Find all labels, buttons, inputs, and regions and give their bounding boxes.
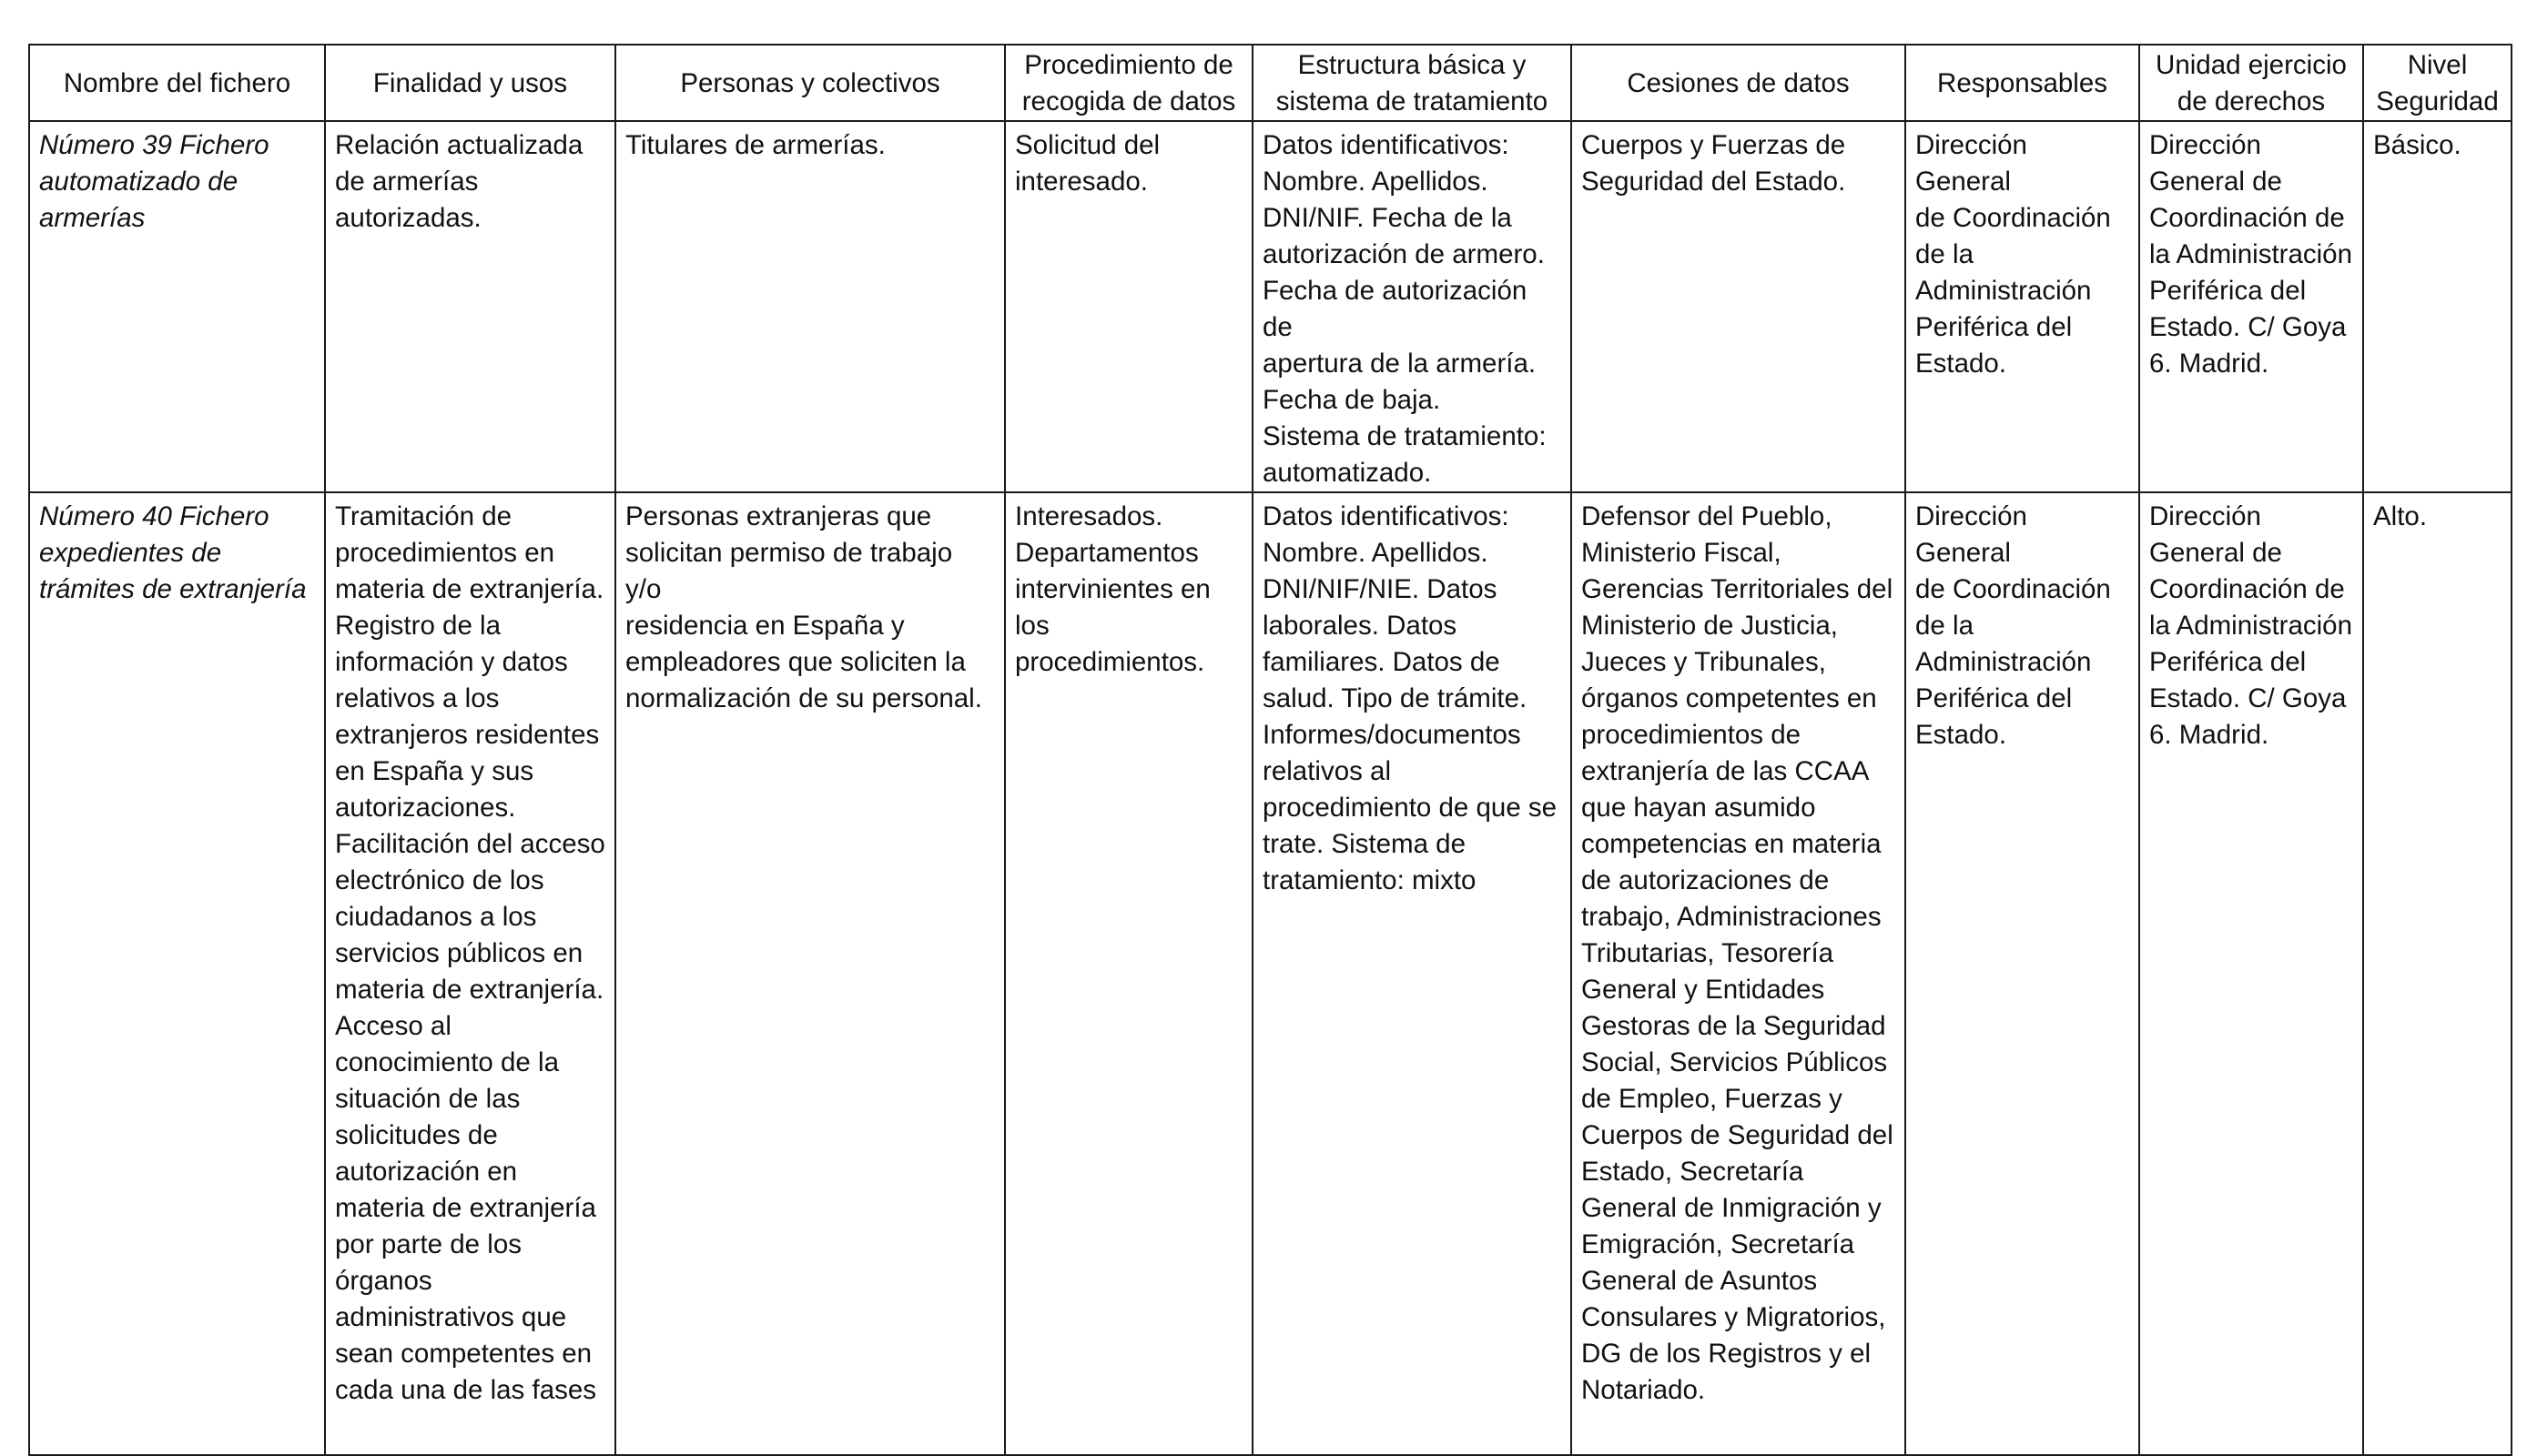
cell-estructura: Datos identificativos: Nombre. Apellidos. DNI/NIF. Fecha de la autorización de armero. Fecha de autorización de apertura de la armería. Fecha de baja. Sistema de tratamiento: automatizado.: [1253, 121, 1571, 492]
cell-unidad: Dirección General de Coordinación de la Administración Periférica del Estado. C/ Goya 6. Madrid.: [2139, 492, 2363, 1455]
cell-cesiones: Defensor del Pueblo, Ministerio Fiscal, Gerencias Territoriales del Ministerio de Justicia, Jueces y Tribunales, órganos competentes en procedimientos de extranjería de las CCAA que hayan asumido competencias en materia de autorizaciones de trabajo, Administraciones Tributarias, Tesorería General y Entidades Gestoras de la Seguridad Social, Servicios Públicos de Empleo, Fuerzas y Cuerpos de Seguridad del Estado, Secretaría General de Inmigración y Emigración, Secretaría General de Asuntos Consulares y Migratorios, DG de los Registros y el Notariado.: [1571, 492, 1905, 1455]
cell-procedimiento: Interesados. Departamentos intervinientes en los procedimientos.: [1005, 492, 1253, 1455]
table-row: [29, 121, 2512, 492]
header-nivel: Nivel Seguridad: [2363, 45, 2512, 121]
table-row: [29, 492, 2512, 1455]
cell-nombre: Número 39 Fichero automatizado de armerías: [29, 121, 325, 492]
cell-nivel: Alto.: [2363, 492, 2512, 1455]
header-unidad: Unidad ejercicio de derechos: [2139, 45, 2363, 121]
cell-procedimiento: Solicitud del interesado.: [1005, 121, 1253, 492]
cell-nivel: Básico.: [2363, 121, 2512, 492]
header-responsables: Responsables: [1905, 45, 2139, 121]
cell-responsables: Dirección General de Coordinación de la Administración Periférica del Estado.: [1905, 121, 2139, 492]
cell-nombre: Número 40 Fichero expedientes de trámites de extranjería: [29, 492, 325, 1455]
header-personas: Personas y colectivos: [615, 45, 1005, 121]
data-files-table: [28, 44, 2512, 1456]
cell-personas: Personas extranjeras que solicitan permiso de trabajo y/o residencia en España y empleadores que soliciten la normalización de su personal.: [615, 492, 1005, 1455]
cell-cesiones: Cuerpos y Fuerzas de Seguridad del Estado.: [1571, 121, 1905, 492]
header-cesiones: Cesiones de datos: [1571, 45, 1905, 121]
header-procedimiento: Procedimiento de recogida de datos: [1005, 45, 1253, 121]
header-estructura: Estructura básica y sistema de tratamiento: [1253, 45, 1571, 121]
header-finalidad: Finalidad y usos: [325, 45, 615, 121]
cell-estructura: Datos identificativos: Nombre. Apellidos. DNI/NIF/NIE. Datos laborales. Datos familiares. Datos de salud. Tipo de trámite. Informes/documentos relativos al procedimiento de que se trate. Sistema de tratamiento: mixto: [1253, 492, 1571, 1455]
cell-finalidad: Relación actualizada de armerías autorizadas.: [325, 121, 615, 492]
cell-responsables: Dirección General de Coordinación de la Administración Periférica del Estado.: [1905, 492, 2139, 1455]
header-nombre: Nombre del fichero: [29, 45, 325, 121]
cell-finalidad: Tramitación de procedimientos en materia de extranjería. Registro de la información y datos relativos a los extranjeros residentes en España y sus autorizaciones. Facilitación del acceso electrónico de los ciudadanos a los servicios públicos en materia de extranjería. Acceso al conocimiento de la situación de las solicitudes de autorización en materia de extranjería por parte de los órganos administrativos que sean competentes en cada una de las fases: [325, 492, 615, 1455]
document-page: [28, 44, 2511, 1456]
cell-personas: Titulares de armerías.: [615, 121, 1005, 492]
cell-unidad: Dirección General de Coordinación de la Administración Periférica del Estado. C/ Goya 6. Madrid.: [2139, 121, 2363, 492]
table-header-row: [29, 45, 2512, 121]
